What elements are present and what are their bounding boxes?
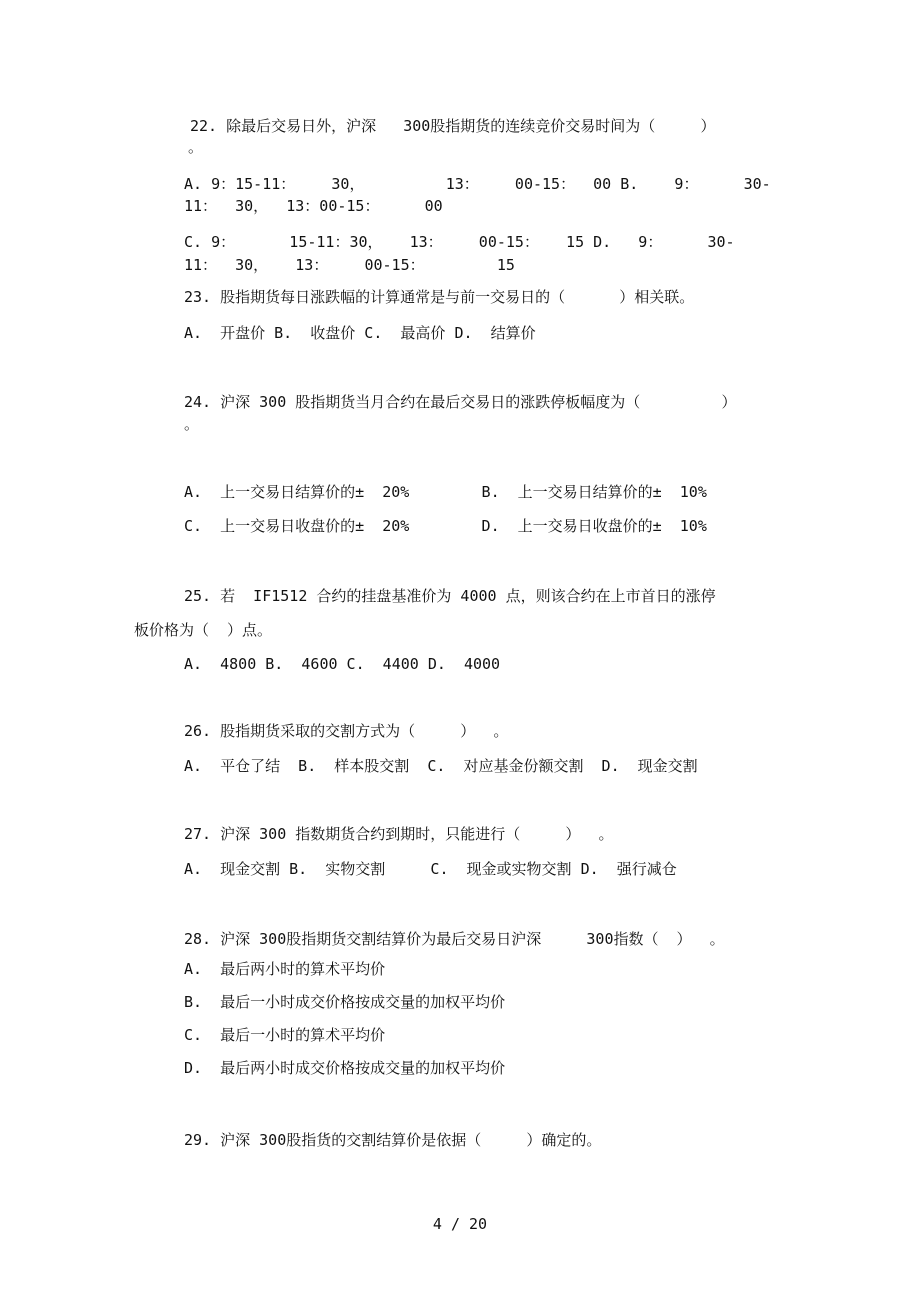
question-29-stem: 29. 沪深 300股指货的交割结算价是依据（ ）确定的。 — [184, 1131, 602, 1149]
question-25-stem: 25. 若 IF1512 合约的挂盘基准价为 4000 点，则该合约在上市首日的涨停 — [184, 587, 716, 605]
question-25-stem-cont: 板价格为（ ）点。 — [134, 621, 273, 639]
question-22-stem: 22. 除最后交易日外，沪深 300股指期货的连续竞价交易时间为（ ） — [190, 117, 716, 135]
question-24-stem: 24. 沪深 300 股指期货当月合约在最后交易日的涨跌停板幅度为（ ） — [184, 393, 737, 411]
question-24-options-line-1: A. 上一交易日结算价的± 20% B. 上一交易日结算价的± 10% — [184, 483, 707, 501]
question-22-option-line-3: C. 9： 15-11：30， 13： 00-15： 15 D. 9： 30- — [184, 233, 735, 251]
page-current: 4 — [432, 1215, 442, 1233]
question-23-stem: 23. 股指期货每日涨跌幅的计算通常是与前一交易日的（ ）相关联。 — [184, 288, 695, 306]
question-22-option-line-2: 11： 30， 13：00-15： 00 — [184, 197, 443, 215]
question-28-option-a: A. 最后两小时的算术平均价 — [184, 960, 386, 978]
question-28-option-d: D. 最后两小时成交价格按成交量的加权平均价 — [184, 1059, 506, 1077]
question-24-options-line-2: C. 上一交易日收盘价的± 20% D. 上一交易日收盘价的± 10% — [184, 517, 707, 535]
question-27-stem: 27. 沪深 300 指数期货合约到期时，只能进行（ ） 。 — [184, 825, 614, 843]
question-26-stem: 26. 股指期货采取的交割方式为（ ） 。 — [184, 722, 509, 740]
question-22-option-line-4: 11： 30， 13： 00-15： 15 — [184, 256, 515, 274]
question-28-option-b: B. 最后一小时成交价格按成交量的加权平均价 — [184, 993, 506, 1011]
question-28-option-c: C. 最后一小时的算术平均价 — [184, 1026, 386, 1044]
page-total: 20 — [469, 1215, 488, 1233]
question-22-stem-cont: 。 — [188, 138, 204, 156]
question-23-options: A. 开盘价 B. 收盘价 C. 最高价 D. 结算价 — [184, 324, 536, 342]
question-24-stem-cont: 。 — [184, 415, 200, 433]
page-separator: / — [450, 1215, 460, 1233]
question-28-stem: 28. 沪深 300股指期货交割结算价为最后交易日沪深 300指数（ ） 。 — [184, 930, 725, 948]
question-22-option-line-1: A. 9：15-11： 30， 13： 00-15： 00 B. 9： 30- — [184, 175, 771, 193]
question-27-options: A. 现金交割 B. 实物交割 C. 现金或实物交割 D. 强行减仓 — [184, 860, 677, 878]
question-25-options: A. 4800 B. 4600 C. 4400 D. 4000 — [184, 655, 501, 673]
page-number — [0, 1214, 920, 1234]
question-26-options: A. 平仓了结 B. 样本股交割 C. 对应基金份额交割 D. 现金交割 — [184, 757, 698, 775]
